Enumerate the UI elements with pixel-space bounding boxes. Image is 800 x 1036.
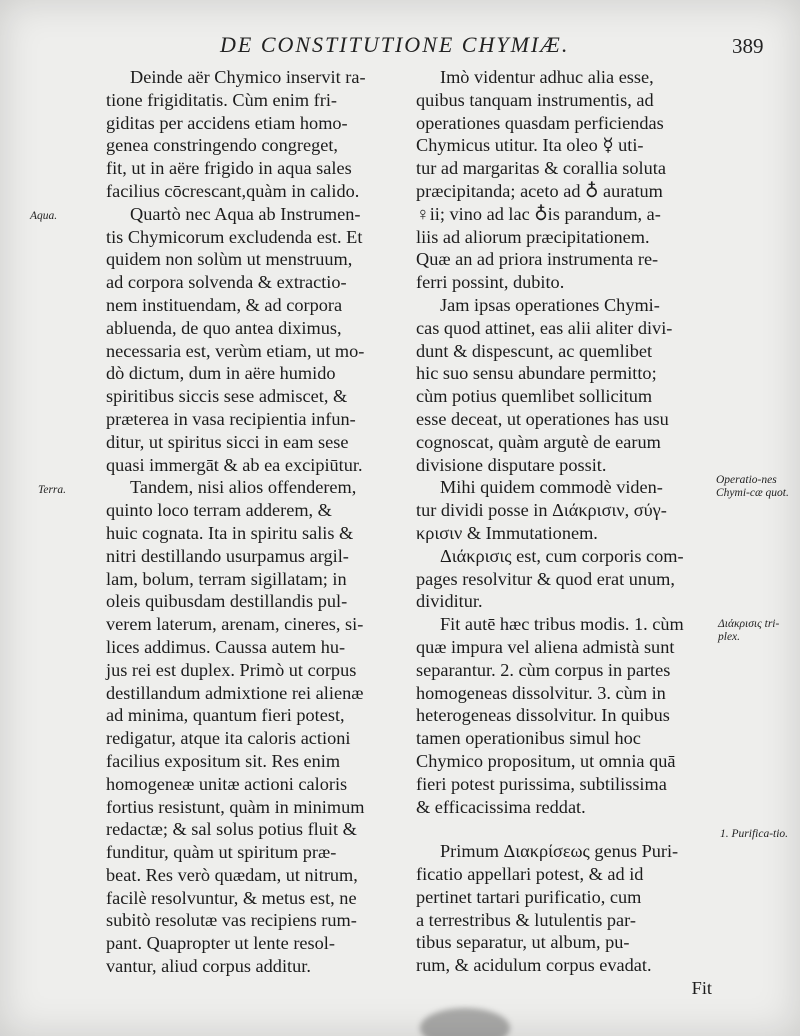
text-line: præcipitanda; aceto ad ♁ auratum: [416, 180, 663, 201]
text-line: fieri potest purissima, subtilissima: [416, 773, 667, 794]
text-line: tur ad margaritas & corallia soluta: [416, 158, 666, 179]
text-line: separantur. 2. cùm corpus in partes: [416, 659, 671, 680]
text-line: esse deceat, ut operationes has usu: [416, 408, 669, 429]
text-line: Deinde aër Chymico inservit ra-: [130, 67, 366, 87]
text-line: dunt & dispescunt, ac quemlibet: [416, 340, 653, 361]
text-line: homogeneas dissolvitur. 3. cùm in: [416, 682, 666, 703]
text-line: pant. Quapropter ut lente resol-: [106, 933, 335, 954]
text-line: ficatio appellari potest, & ad id: [416, 864, 644, 885]
text-line: nitri destillando usurpamus argil-: [106, 545, 349, 566]
text-line: fortius resistunt, quàm in minimum: [106, 796, 365, 817]
margin-note-terra: Terra.: [38, 484, 67, 496]
text-line: lices addimus. Caussa autem hu-: [106, 636, 346, 657]
text-line: Mihi quidem commodè viden-: [440, 477, 663, 498]
text-line: operationes quasdam perficiendas: [416, 112, 664, 133]
page-number: 389: [732, 34, 764, 58]
text-line: quinto loco terram adderem, &: [106, 500, 332, 521]
text-line: huic cognata. Ita in spiritu salis &: [106, 522, 354, 543]
margin-note-operationes: Operatio-nes Chymi-cæ quot.: [716, 474, 789, 499]
text-line: beat. Res verò quædam, ut nitrum,: [106, 864, 358, 885]
text-line: Primum Διακρίσεως genus Puri-: [440, 841, 679, 862]
text-line: jus rei est duplex. Primò ut corpus: [106, 659, 357, 680]
text-line: cùm potius quemlibet sollicitum: [416, 386, 653, 407]
text-line: κρισιν & Immutationem.: [416, 522, 598, 543]
left-column: [106, 66, 392, 978]
text-line: Imò videntur adhuc alia esse,: [440, 67, 654, 87]
text-line: divisione disputare possit.: [416, 454, 607, 475]
text-line: Fit autē hæc tribus modis. 1. cùm: [440, 614, 684, 635]
text-line: a terrestribus & lutulentis par-: [416, 909, 636, 930]
text-line: Quæ an ad priora instrumenta re-: [416, 249, 659, 270]
text-line: lam, bolum, terram sigillatam; in: [106, 568, 347, 589]
text-line: ♀ii; vino ad lac ♁is parandum, a-: [416, 203, 661, 224]
text-line: rum, & acidulum corpus evadat.: [416, 955, 652, 976]
text-line: pertinet tartari purificatio, cum: [416, 886, 642, 907]
text-line: quæ impura vel aliena admistà sunt: [416, 636, 675, 657]
margin-note-diakrisis: Διάκρισις tri-plex.: [718, 618, 780, 643]
text-line: heterogeneas dissolvitur. In quibus: [416, 705, 670, 726]
text-line: destillandum admixtione rei alienæ: [106, 682, 364, 703]
text-line: tibus separatur, ut album, pu-: [416, 932, 630, 953]
text-line: quibus tanquam instrumentis, ad: [416, 89, 654, 110]
margin-note-purificatio: 1. Purifica-tio.: [720, 828, 789, 840]
text-line: Jam ipsas operationes Chymi-: [440, 294, 660, 315]
text-line: Quartò nec Aqua ab Instrumen-: [130, 203, 361, 224]
text-line: facilè resolvuntur, & metus est, ne: [106, 887, 357, 908]
text-line: Fit: [691, 978, 712, 999]
text-line: cognoscat, quàm argutè de earum: [416, 431, 661, 452]
text-line: facilius expositum sit. Res enim: [106, 750, 341, 771]
margin-note-aqua: Aqua.: [30, 210, 58, 222]
text-line: quidem non solùm ut menstruum,: [106, 249, 353, 270]
ink-smudge: [420, 1008, 510, 1036]
text-line: dò dictum, dum in aëre humido: [106, 363, 336, 384]
text-line: Tandem, nisi alios offenderem,: [130, 477, 357, 498]
running-header: DE CONSTITUTIONE CHYMIÆ.: [220, 32, 570, 57]
text-line: spiritibus siccis sese admiscet, &: [106, 386, 348, 407]
text-line: Chymico propositum, ut omnia quā: [416, 750, 676, 771]
text-line: ad corpora solvenda & extractio-: [106, 272, 347, 293]
text-line: necessaria est, verùm etiam, ut mo-: [106, 340, 365, 361]
text-line: tione frigiditatis. Cùm enim fri-: [106, 89, 338, 110]
text-line: tamen operationibus simul hoc: [416, 728, 641, 749]
text-line: ferri possint, dubito.: [416, 272, 565, 293]
text-line: dividitur.: [416, 591, 483, 612]
text-line: ditur, ut spiritus sicci in eam sese: [106, 431, 349, 452]
text-line: Διάκρισις est, cum corporis com-: [440, 545, 684, 566]
text-line: fit, ut in aëre frigido in aqua sales: [106, 158, 352, 179]
right-column: [416, 66, 712, 1000]
text-line: facilius cōcrescant,quàm in calido.: [106, 180, 360, 201]
text-line: & efficacissima reddat.: [416, 796, 586, 817]
text-line: liis ad aliorum præcipitationem.: [416, 226, 650, 247]
text-line: giditas per accidens etiam homo-: [106, 112, 348, 133]
text-line: præterea in vasa recipientia infun-: [106, 408, 356, 429]
text-line: hic suo sensu abundare permitto;: [416, 363, 657, 384]
text-line: homogeneæ unitæ actioni caloris: [106, 773, 348, 794]
text-line: nem instituendam, & ad corpora: [106, 294, 343, 315]
text-line: genea constringendo congreget,: [106, 135, 338, 156]
text-line: abluenda, de quo antea diximus,: [106, 317, 342, 338]
text-line: ad minima, quantum fieri potest,: [106, 705, 345, 726]
text-line: subitò resolutæ vas recipiens rum-: [106, 910, 357, 931]
text-line: cas quod attinet, eas alii aliter divi-: [416, 317, 673, 338]
paragraph-gap: [416, 818, 712, 840]
text-line: redactæ; & sal solus potius fluit &: [106, 819, 357, 840]
text-line: vantur, aliud corpus additur.: [106, 956, 311, 977]
text-line: Chymicus utitur. Ita oleo ☿ uti-: [416, 135, 644, 156]
text-line: redigatur, atque ita caloris actioni: [106, 728, 351, 749]
text-line: pages resolvitur & quod erat unum,: [416, 568, 675, 589]
text-line: funditur, quàm ut spiritum præ-: [106, 842, 337, 863]
text-line: tis Chymicorum excludenda est. Et: [106, 226, 363, 247]
text-line: verem laterum, arenam, cineres, si-: [106, 614, 364, 635]
text-line: tur dividi posse in Διάκρισιν, σύγ-: [416, 500, 667, 521]
text-line: oleis quibusdam destillandis pul-: [106, 591, 348, 612]
text-line: quasi immergāt & ab ea excipiūtur.: [106, 454, 363, 475]
